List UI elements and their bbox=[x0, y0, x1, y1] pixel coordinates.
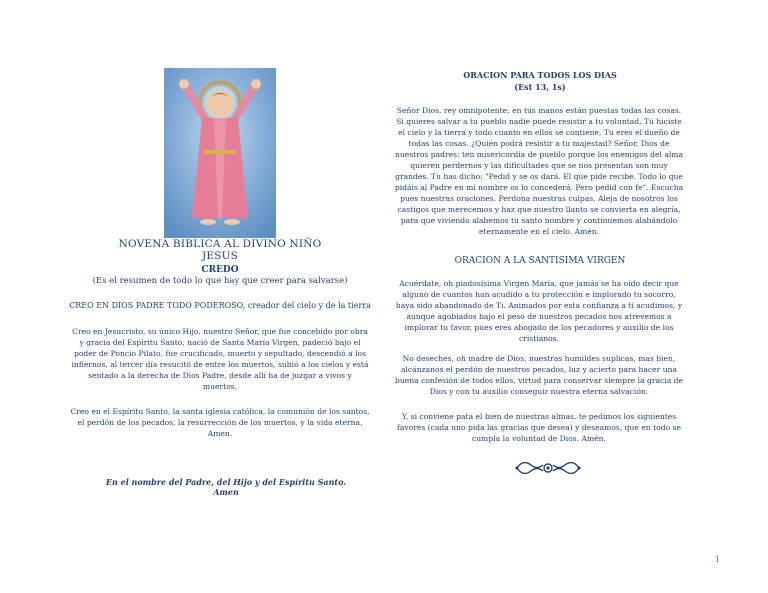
prayer2-paragraph-1: Acuérdate, oh piadosísima Virgen María, que jamás se ha oído decir que alguno de cuantos han acudido a tu protección e implorado tu socorro, haya sido abandonado de Ti. Animados por esta confianza a ti acudimos, y aunque agobiados bajo el peso de nuestros pecados nos atrevemos a implorar tu favor, pues eres abogado de los pecadores y auxilio de los cristianos. bbox=[395, 279, 683, 343]
prayer2-title: ORACION A LA SANTISIMA VIRGEN bbox=[454, 256, 626, 266]
credo-heading: CREDO bbox=[201, 265, 239, 275]
prayer2-paragraph-2: No deseches, oh madre de Dios, nuestras humildes suplicas, mas bien, alcánzanos el perdón de nuestros pecados, luz y acierto para hacer una buena confesión de todos ellos, virtud para conservar siempre la gracia de Dios y con tu auxilio conseguir nuestra eterna salvación. bbox=[395, 354, 683, 396]
creo-line-1: CREO EN DIOS PADRE TODO PODEROSO, creador del cielo y de la tierra bbox=[69, 301, 371, 310]
divino-nino-image bbox=[164, 68, 276, 238]
novena-title: NOVENA BIBLICA AL DIVINO NIÑO JESUS bbox=[118, 238, 322, 262]
ornament-divider-icon bbox=[513, 457, 583, 479]
prayer2-paragraph-3: Y, si conviene pata el bien de nuestras almas, te pedimos los siguientes favores (cada uno pida las gracias que desea) y deseamos, que en todo se cumpla la voluntad de Dios. Amén. bbox=[397, 412, 681, 443]
credo-subtitle: (Es el resumen de todo lo que hay que creer para salvarse) bbox=[92, 276, 348, 286]
prayer1-title: ORACION PARA TODOS LOS DIAS bbox=[463, 70, 617, 80]
closing-blessing: En el nombre del Padre, del Hijo y del Espíritu Santo. Amen bbox=[105, 477, 347, 497]
divino-nino-illustration bbox=[164, 68, 276, 238]
creo-paragraph-3: Creo en el Espíritu Santo, la santa iglesia católica, la comunión de los santos, el perdón de los pecados, la resurrección de los muertos, y la vida eterna, Amen. bbox=[70, 407, 370, 438]
prayer1-text: Señor Dios, rey omnipotente; en tus manos están puestas todas las cosas. Si quieres salvar a tu pueblo nadie puede resistir a tu voluntad, Tú hiciste el cielo y la tierra y todo cuanto en ellos se contiene, Tu eres el dueño de todas las cosas. ¿Quién podrá resistir a tu majestad? Señor, Dios de nuestros padres: ten misericordia de pueblo porque los enemigos del alma quieren perdernos y las dificultades que se nos presentan son muy grandes. Tu has dicho: "Pedid y se os dará. El que pide recibe. Todo lo que pidáis al Padre en mi nombre os lo concederá. Pero pedid con fe". Escucha pues nuestras oraciones. Perdona nuestras culpas. Aleja de nosotros los castigos que merecemos y haz que nuestro llanto se convierta en alegría, para que viviendo alabemos tu santo nombre y continuemos alabándolo eternamente en el cielo. Amén. bbox=[394, 106, 684, 236]
creo-paragraph-2: Creo en Jesucristo, su único Hijo, nuestro Señor, que fue concebido por obra y gracia del Espíritu Santo, nació de Santa María Virgen, padeció bajo el poder de Poncio Pilato, fue crucificado, muerto y sepultado, descendió a los infiernos, al tercer día resucitó de entre los muertos, subió a los cielos y está sentado a la derecha de Dios Padre, desde allí ha de juzgar a vivos y muertos. bbox=[71, 327, 369, 391]
prayer1-reference: (Est 13, 1s) bbox=[514, 82, 566, 92]
page-number: 1 bbox=[714, 555, 720, 564]
